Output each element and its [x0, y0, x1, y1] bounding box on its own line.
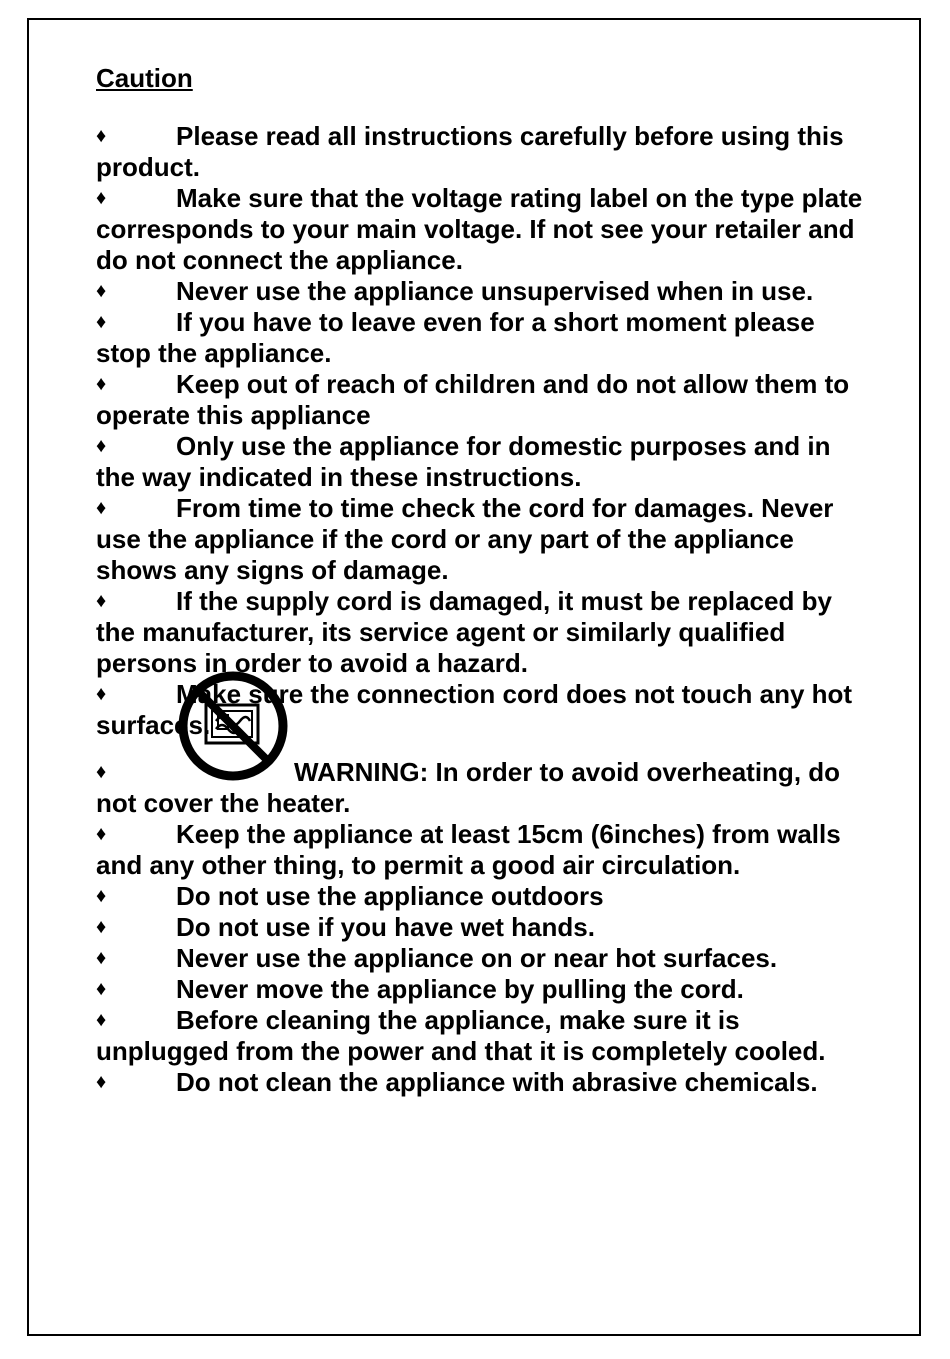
bullet-icon: ♦	[96, 1071, 107, 1093]
bullet-icon: ♦	[96, 187, 107, 209]
caution-section	[96, 58, 866, 1098]
caution-item	[96, 276, 866, 307]
caution-item-text: Never move the appliance by pulling the cord.	[176, 974, 744, 1004]
bullet-icon: ♦	[96, 1009, 107, 1031]
caution-item-text: Keep the appliance at least 15cm (6inches) from walls and any other thing, to permit a good air circulation.	[96, 819, 841, 880]
caution-item-text: Do not use the appliance outdoors	[176, 881, 604, 911]
caution-item	[96, 307, 866, 369]
warning-text: WARNING: In order to avoid overheating, do not cover the heater.	[96, 757, 841, 818]
caution-item	[96, 943, 866, 974]
caution-item	[96, 881, 866, 912]
bullet-icon: ♦	[96, 497, 107, 519]
caution-item	[96, 369, 866, 431]
caution-item	[96, 586, 866, 679]
bullet-icon: ♦	[96, 947, 107, 969]
do-not-cover-icon	[176, 757, 294, 788]
caution-item	[96, 1005, 866, 1067]
bullet-icon: ♦	[96, 435, 107, 457]
caution-item-text: If the supply cord is damaged, it must be replaced by the manufacturer, its service agent or similarly qualified persons in order to avoid a hazard.	[96, 586, 832, 678]
caution-item	[96, 121, 866, 183]
caution-list	[96, 121, 866, 741]
bullet-icon: ♦	[96, 978, 107, 1000]
caution-item-text: If you have to leave even for a short moment please stop the appliance.	[96, 307, 815, 368]
caution-item-text: Please read all instructions carefully before using this product.	[96, 121, 844, 182]
bullet-icon: ♦	[96, 311, 107, 333]
caution-item	[96, 493, 866, 586]
caution-item-text: Never use the appliance on or near hot surfaces.	[176, 943, 778, 973]
caution-item-text: From time to time check the cord for damages. Never use the appliance if the cord or any part of the appliance shows any signs of damage.	[96, 493, 834, 585]
caution-item-text: Keep out of reach of children and do not allow them to operate this appliance	[96, 369, 850, 430]
bullet-icon: ♦	[96, 280, 107, 302]
caution-item-text: Do not clean the appliance with abrasive chemicals.	[176, 1067, 818, 1097]
caution-item	[96, 912, 866, 943]
caution-item-text: Only use the appliance for domestic purposes and in the way indicated in these instructions.	[96, 431, 831, 492]
caution-item-text: Make sure the connection cord does not touch any hot surfaces.	[96, 679, 853, 740]
caution-item-text: Never use the appliance unsupervised when in use.	[176, 276, 814, 306]
bullet-icon: ♦	[96, 916, 107, 938]
caution-item	[96, 819, 866, 881]
caution-item	[96, 431, 866, 493]
caution-item-text: Do not use if you have wet hands.	[176, 912, 595, 942]
caution-heading: Caution	[96, 63, 193, 93]
caution-item	[96, 974, 866, 1005]
caution-item	[96, 1067, 866, 1098]
bullet-icon: ♦	[96, 373, 107, 395]
warning-item	[96, 757, 866, 819]
bullet-icon: ♦	[96, 823, 107, 845]
bullet-icon: ♦	[96, 683, 107, 705]
caution-item-text: Before cleaning the appliance, make sure it is unplugged from the power and that it is completely cooled.	[96, 1005, 826, 1066]
do-not-cover-icon-svg	[176, 669, 290, 783]
bullet-icon: ♦	[96, 761, 107, 783]
bullet-icon: ♦	[96, 125, 107, 147]
bullet-icon: ♦	[96, 885, 107, 907]
caution-item-text: Make sure that the voltage rating label on the type plate corresponds to your main voltage. If not see your retailer and do not connect the appliance.	[96, 183, 863, 275]
caution-item	[96, 183, 866, 276]
caution-list-continued	[96, 819, 866, 1098]
bullet-icon: ♦	[96, 590, 107, 612]
